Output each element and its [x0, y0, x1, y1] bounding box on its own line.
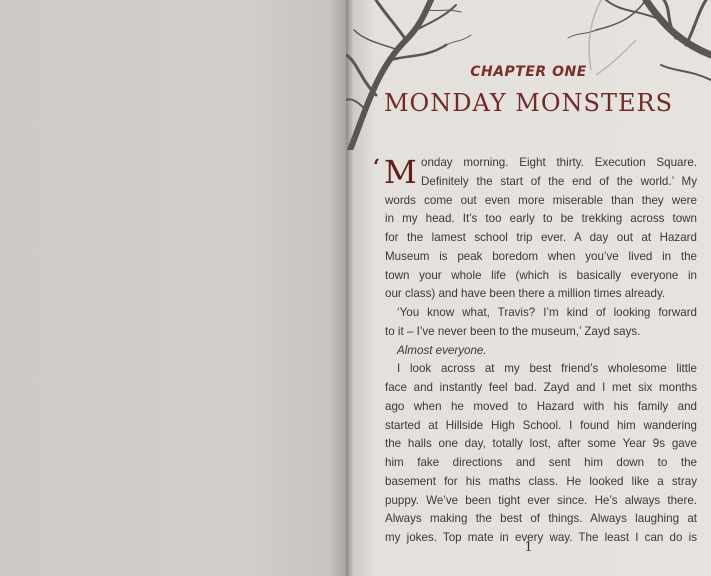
opening-quote: ‘ [373, 154, 380, 178]
text-line: onday morning. Eight thirty. Execution Square. [421, 156, 697, 169]
page-number: 1 [524, 540, 533, 555]
text-line: Almost everyone. [397, 343, 487, 357]
text-line: him fake directions and sent him down to the [385, 456, 697, 469]
text-line: the halls one day, totally lost, after some Year 9s gave [385, 437, 697, 451]
text-line: words come out even more miserable than they were [385, 193, 697, 207]
text-line: I look across at my best friend’s wholesome little [397, 362, 697, 376]
text-line: face and instantly feel bad. Zayd and I met six months [385, 381, 697, 394]
chapter-number: CHAPTER ONE [470, 64, 587, 80]
chapter-title: MONDAY MONSTERS [383, 89, 674, 117]
text-line: basement for his maths class. He looked like a stray [385, 474, 697, 488]
text-line: Always making the best of things. Always laughing at [385, 512, 697, 526]
text-line: our class) and have been there a million times already. [385, 287, 666, 301]
text-line: Definitely the start of the end of the world.’ My [421, 174, 697, 188]
text-line: ‘You know what, Travis? I’m kind of looking forward [397, 306, 697, 319]
text-line: ago when he moved to Hazard with his family and [385, 399, 697, 413]
text-line: town your whole life (which is basically everyone in [385, 268, 697, 282]
text-line: Museum is peak boredom when you’ve lived in the [385, 249, 697, 263]
text-line: to it – I’ve never been to the museum,’ Zayd says. [385, 324, 641, 338]
text-line: puppy. We’ve been tight ever since. He’s always there. [385, 493, 697, 507]
text-line: started at Hillside High School. I found him wandering [385, 418, 697, 432]
drop-cap: M [384, 153, 417, 191]
text-line: my jokes. Top mate in every way. The least I can do is [385, 531, 697, 544]
left-page-blank [0, 0, 346, 576]
body-text [385, 154, 697, 548]
text-line: for the lamest school trip ever. A day out at Hazard [385, 231, 697, 244]
text-line: in my head. It’s too early to be trekking across town [385, 212, 697, 226]
